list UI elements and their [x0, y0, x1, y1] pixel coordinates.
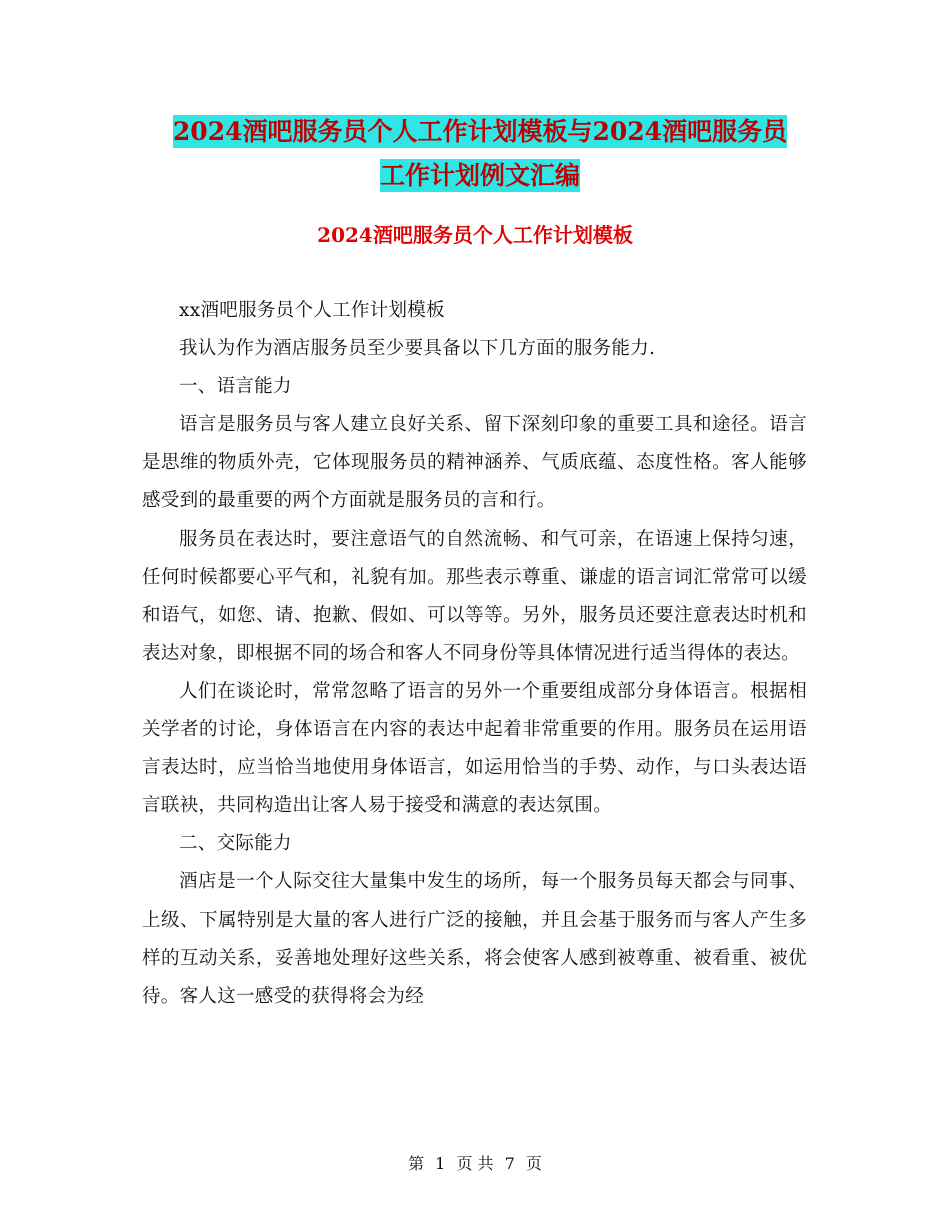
paragraph: 我认为作为酒店服务员至少要具备以下几方面的服务能力.	[179, 338, 656, 360]
document-body	[142, 292, 807, 1016]
document-title-line-1: 2024酒吧服务员个人工作计划模板与2024酒吧服务员	[172, 117, 788, 146]
subheading-language-ability: 一、语言能力	[179, 376, 292, 398]
paragraph: xx酒吧服务员个人工作计划模板	[179, 300, 445, 321]
page-number-total: 7	[504, 1154, 515, 1173]
page-number-current: 1	[435, 1154, 446, 1173]
page-label-prefix: 第	[408, 1154, 425, 1173]
paragraph: 酒店是一个人际交往大量集中发生的场所，每一个服务员每天都会与同事、上级、下属特别是大量的客人进行广泛的接触，并且会基于服务而与客人产生多样的互动关系，妥善地处理好这些关系，将会使客人感到被尊重、被看重、被优待。客人这一感受的获得将会为经	[142, 871, 807, 1007]
paragraph: 人们在谈论时，常常忽略了语言的另外一个重要组成部分身体语言。根据相关学者的讨论，身体语言在内容的表达中起着非常重要的作用。服务员在运用语言表达时，应当恰当地使用身体语言，如运用恰当的手势、动作，与口头表达语言联袂，共同构造出让客人易于接受和满意的表达氛围。	[142, 680, 807, 817]
subheading-social-ability: 二、交际能力	[179, 833, 292, 855]
paragraph: 服务员在表达时，要注意语气的自然流畅、和气可亲，在语速上保持匀速，任何时候都要心平气和，礼貌有加。那些表示尊重、谦虚的语言词汇常常可以缓和语气，如您、请、抱歉、假如、可以等等。另外，服务员还要注意表达时机和表达对象，即根据不同的场合和客人不同身份等具体情况进行适当得体的表达。	[142, 528, 807, 664]
page-footer	[0, 1152, 950, 1176]
page-label-suffix: 页	[525, 1154, 542, 1173]
section-title: 2024酒吧服务员个人工作计划模板	[317, 223, 633, 247]
page-label-mid: 页 共	[456, 1154, 494, 1173]
document-title	[150, 110, 810, 198]
document-title-line-2: 工作计划例文汇编	[379, 161, 580, 190]
paragraph: 语言是服务员与客人建立良好关系、留下深刻印象的重要工具和途径。语言是思维的物质外壳，它体现服务员的精神涵养、气质底蕴、态度性格。客人能够感受到的最重要的两个方面就是服务员的言和行。	[142, 414, 807, 512]
